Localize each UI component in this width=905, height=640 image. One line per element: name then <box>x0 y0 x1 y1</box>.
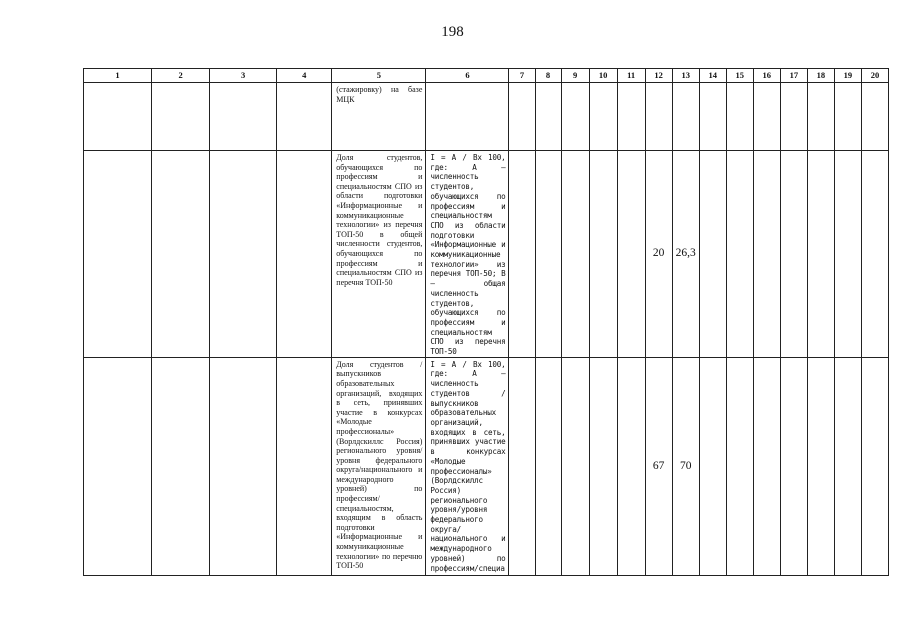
table-cell <box>210 151 277 358</box>
table-cell <box>699 357 726 575</box>
header-cell: 13 <box>672 69 699 83</box>
table-cell <box>780 83 807 151</box>
indicator-table <box>83 68 889 576</box>
header-cell: 15 <box>726 69 753 83</box>
value-cell: 70 <box>672 357 699 575</box>
table-cell <box>780 357 807 575</box>
header-cell: 4 <box>277 69 332 83</box>
table-cell <box>332 151 426 358</box>
header-cell: 19 <box>834 69 861 83</box>
formula-text: I = A / Bx 100, где: A – численность студентов / выпускников образовательных организаций, входящих в сеть, принявших участие в конкурсах «Молодые профессионалы» (Ворлдскиллс Россия) регионального уровня/уровня федерального округа/национального и международного уровней) по профессиям/специа <box>430 359 506 573</box>
table-cell <box>509 83 535 151</box>
table-cell <box>753 151 780 358</box>
table-cell <box>589 151 617 358</box>
table-cell <box>84 83 152 151</box>
header-cell: 16 <box>753 69 780 83</box>
table-cell <box>332 83 426 151</box>
table-cell <box>617 83 645 151</box>
table-cell <box>535 357 561 575</box>
table-cell <box>807 357 834 575</box>
header-cell: 3 <box>210 69 277 83</box>
table-cell <box>726 151 753 358</box>
table-cell <box>807 83 834 151</box>
table-cell <box>617 151 645 358</box>
table-cell <box>589 83 617 151</box>
table-cell <box>277 151 332 358</box>
header-row <box>84 69 889 83</box>
table-row <box>84 357 889 575</box>
table-cell <box>699 151 726 358</box>
header-cell: 5 <box>332 69 426 83</box>
formula-text: I = A / Bx 100, где: A – численность студентов, обучающихся по профессиям и специальностям СПО из области подготовки «Информационные и коммуникационные технологии» из перечня ТОП-50; B – общая численность студентов, обучающихся по профессиям и специальностям СПО из перечня ТОП-50 <box>430 153 506 357</box>
header-cell: 10 <box>589 69 617 83</box>
table-cell <box>84 357 152 575</box>
indicator-text: (стажировку) на базе МЦК <box>336 85 423 104</box>
header-cell: 12 <box>645 69 672 83</box>
table-row <box>84 83 889 151</box>
table-cell <box>834 83 861 151</box>
value-cell: 26,3 <box>672 151 699 358</box>
table-cell <box>277 83 332 151</box>
table-cell <box>561 151 589 358</box>
table-cell <box>426 151 509 358</box>
value-cell: 20 <box>645 151 672 358</box>
indicator-text: Доля студентов / выпускников образовательных организаций, входящих в сеть, принявших участие в конкурсах «Молодые профессионалы» (Ворлдскиллс Россия) регионального уровня/уровня федерального округа/национального и международного уровней) по профессиям/специальностям, входящим в область подготовки «Информационные и коммуникационные технологии» по перечню ТОП-50 <box>336 359 423 571</box>
table-cell <box>210 357 277 575</box>
table-cell <box>277 357 332 575</box>
table-cell <box>84 151 152 358</box>
table-cell <box>834 151 861 358</box>
table-cell <box>699 83 726 151</box>
header-cell: 17 <box>780 69 807 83</box>
table-cell <box>617 357 645 575</box>
table-cell <box>509 151 535 358</box>
table-cell <box>753 357 780 575</box>
table-cell <box>535 151 561 358</box>
table-cell <box>509 357 535 575</box>
table-cell <box>645 83 672 151</box>
table-cell <box>589 357 617 575</box>
page-number: 198 <box>441 24 464 40</box>
header-cell: 2 <box>152 69 210 83</box>
table-cell <box>672 83 699 151</box>
header-cell: 6 <box>426 69 509 83</box>
table-cell <box>210 83 277 151</box>
table-cell <box>861 357 888 575</box>
header-cell: 1 <box>84 69 152 83</box>
header-cell: 9 <box>561 69 589 83</box>
table-cell <box>780 151 807 358</box>
table-row <box>84 151 889 358</box>
table-cell <box>861 151 888 358</box>
table-cell <box>807 151 834 358</box>
table-cell <box>561 83 589 151</box>
table-cell <box>726 357 753 575</box>
table-cell <box>152 151 210 358</box>
table-cell <box>152 83 210 151</box>
header-cell: 14 <box>699 69 726 83</box>
header-cell: 8 <box>535 69 561 83</box>
indicator-text: Доля студентов, обучающихся по профессиям и специальностям СПО из области подготовки «Информационные и коммуникационные технологии» из перечня ТОП-50 в общей численности студентов, обучающихся по профессиям и специальностям СПО из перечня ТОП-50 <box>336 153 423 287</box>
table-cell <box>861 83 888 151</box>
header-cell: 11 <box>617 69 645 83</box>
header-cell: 7 <box>509 69 535 83</box>
table-cell <box>332 357 426 575</box>
table-cell <box>426 83 509 151</box>
table-cell <box>561 357 589 575</box>
header-cell: 20 <box>861 69 888 83</box>
table-cell <box>726 83 753 151</box>
table-cell <box>535 83 561 151</box>
table-cell <box>753 83 780 151</box>
table-cell <box>426 357 509 575</box>
table-cell <box>152 357 210 575</box>
table-cell <box>834 357 861 575</box>
value-cell: 67 <box>645 357 672 575</box>
header-cell: 18 <box>807 69 834 83</box>
